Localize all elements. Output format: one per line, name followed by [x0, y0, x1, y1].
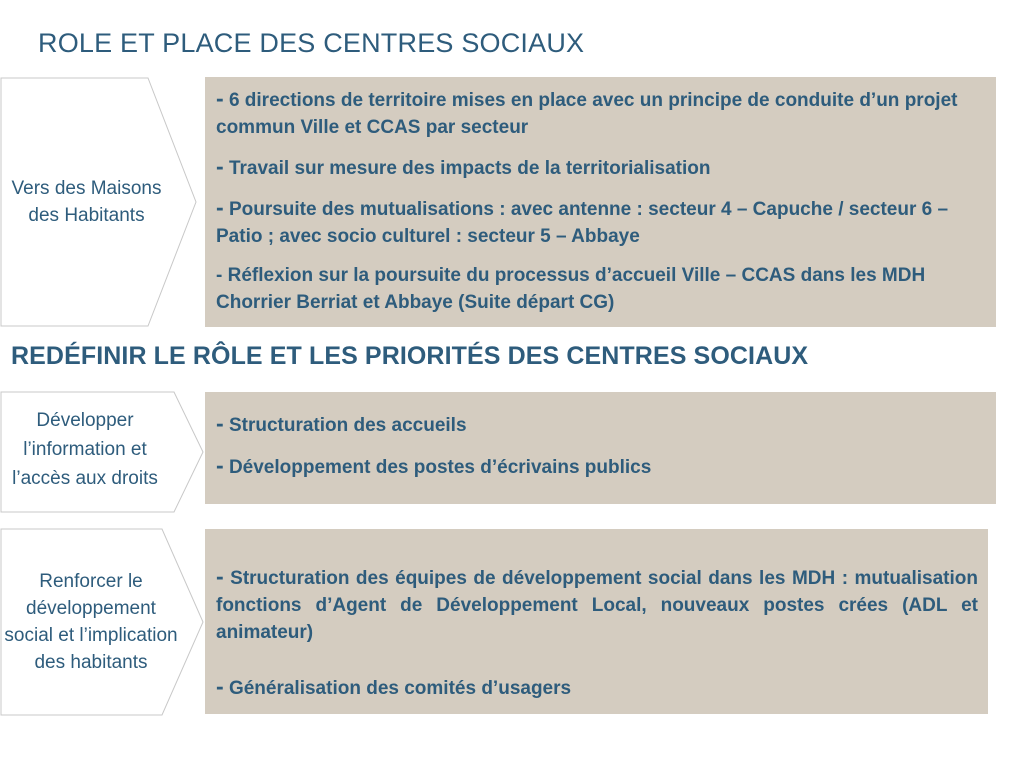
chevron-developper-information	[0, 391, 210, 513]
bullet-item: - Travail sur mesure des impacts de la territorialisation	[216, 153, 711, 179]
bullet-item: - 6 directions de territoire mises en place avec un principe de conduite d’un projet commun Ville et CCAS par secteur	[216, 85, 958, 138]
chevron-renforcer-developpement	[0, 528, 210, 716]
page-title: ROLE ET PLACE DES CENTRES SOCIAUX	[38, 28, 585, 58]
section-label: Renforcer le développement social et l’implication des habitants	[4, 571, 178, 673]
section-label: Développer l’information et l’accès aux droits	[12, 409, 158, 489]
content-box-developpement-social	[205, 529, 988, 714]
chevron-vers-maisons-habitants	[0, 77, 200, 327]
content-box-acces-droits	[205, 392, 996, 504]
bullet-dash: -	[216, 410, 224, 436]
bullet-dash: -	[216, 85, 224, 111]
bullet-item: - Réflexion sur la poursuite du processus d’accueil Ville – CCAS dans les MDH Chorrier Berriat et Abbaye (Suite départ CG)	[216, 265, 926, 313]
bullet-dash: -	[216, 153, 224, 179]
section-subtitle: REDÉFINIR LE RÔLE ET LES PRIORITÉS DES CENTRES SOCIAUX	[11, 342, 809, 370]
section-label: Vers des Maisons des Habitants	[11, 178, 162, 226]
bullet-item: - Développement des postes d’écrivains publics	[216, 452, 652, 478]
bullet-item: - Structuration des accueils	[216, 410, 467, 436]
bullet-dash: -	[216, 194, 224, 220]
bullet-item: - Structuration des équipes de développement social dans les MDH : mutualisation fonctions d’Agent de Développement Local, nouveaux postes crées (ADL et animateur)	[216, 563, 979, 643]
bullet-dash: -	[216, 563, 224, 589]
bullet-dash: -	[216, 452, 224, 478]
content-box-territorialisation	[205, 77, 996, 327]
bullet-item: - Généralisation des comités d’usagers	[216, 673, 572, 699]
bullet-dash: -	[216, 673, 224, 699]
bullet-item: - Poursuite des mutualisations : avec antenne : secteur 4 – Capuche / secteur 6 – Patio ; avec socio culturel : secteur 5 – Abbaye	[216, 194, 949, 247]
